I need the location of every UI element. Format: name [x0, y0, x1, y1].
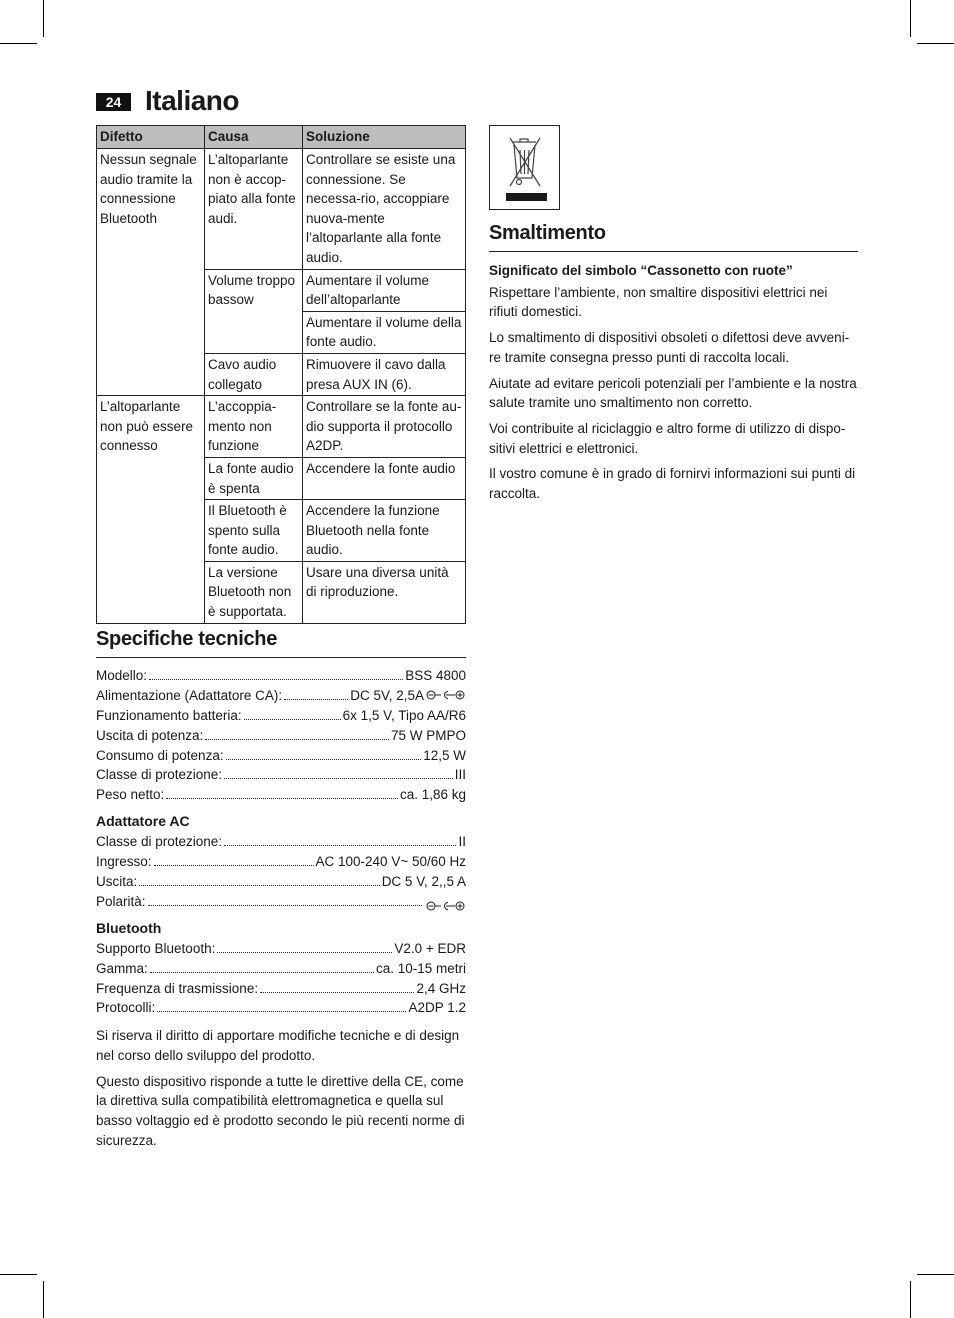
disposal-paragraph: Lo smaltimento di dispositivi obsoleti o difettosi deve avveni-re tramite consegna presso punti di raccolta locali.: [489, 330, 850, 365]
note-modifications: Si riserva il diritto di apportare modifiche tecniche e di design nel corso dello sviluppo del prodotto.: [96, 1028, 460, 1064]
page-number: 24: [96, 93, 131, 111]
spec-label: Frequenza di trasmissione:: [96, 980, 259, 996]
dot-leader: [150, 972, 374, 973]
spec-value: [458, 834, 466, 849]
spec-row: [96, 688, 466, 708]
dot-leader: [244, 719, 341, 720]
dot-leader: [260, 992, 414, 993]
spec-value: [376, 961, 466, 976]
dot-leader: [154, 865, 314, 866]
specs-heading: Specifiche tecniche: [96, 628, 466, 658]
spec-label: Classe di protezione:: [96, 767, 223, 783]
spec-value-text: II: [458, 834, 466, 850]
spec-row: [96, 981, 466, 1001]
dot-leader: [284, 699, 348, 700]
crop-mark: [0, 1274, 37, 1275]
spec-row: [96, 787, 466, 807]
disposal-subtitle: Significato del simbolo “Cassonetto con ruote”: [489, 263, 793, 278]
spec-label: Classe di protezione:: [96, 834, 223, 850]
dot-leader: [157, 1011, 406, 1012]
spec-value: [424, 900, 466, 912]
cause-cell: La fonte audio è spenta: [205, 457, 303, 499]
spec-label: Consumo di potenza:: [96, 747, 224, 763]
dot-leader: [149, 679, 403, 680]
spec-label: Uscita:: [96, 874, 138, 890]
disposal-paragraph: Rispettare l’ambiente, non smaltire dispositivi elettrici nei rifiuti domestici.: [489, 284, 828, 320]
spec-row: [96, 834, 466, 854]
spec-label: Funzionamento batteria:: [96, 707, 242, 723]
spec-label: Supporto Bluetooth:: [96, 940, 216, 956]
solution-cell: Usare una diversa unità di riproduzione.: [303, 561, 466, 623]
spec-row: [96, 767, 466, 787]
disposal-paragraph: Aiutate ad evitare pericoli potenziali per l’ambiente e la nostra salute tramite uno smaltimento non corretto.: [489, 375, 857, 411]
spec-label: Polarità:: [96, 893, 146, 909]
spec-value-text: BSS 4800: [405, 668, 466, 683]
spec-label: Ingresso:: [96, 854, 152, 870]
note-ce-compliance: Questo dispositivo risponde a tutte le direttive della CE, come la direttiva sulla compatibilità elettromagnetica e quella sul basso voltaggio ed è prodotto secondo le più recenti norme di sicurezza.: [96, 1073, 465, 1148]
spec-value-text: 2,4 GHz: [416, 980, 466, 996]
cause-cell: L’accoppia-mento non funzione: [205, 396, 303, 458]
spec-value: [316, 854, 466, 869]
spec-value-text: DC 5 V, 2,,5 A: [381, 874, 466, 890]
solution-cell: Controllare se esiste una connessione. Se necessa-rio, accoppiare nuova-mente l’altoparlante alla fonte audio.: [303, 149, 466, 270]
crossed-out-wheelie-bin-icon: [489, 125, 560, 210]
spec-value: [405, 668, 466, 683]
spec-value: [423, 748, 466, 763]
spec-label: Peso netto:: [96, 787, 165, 803]
dot-leader: [148, 905, 422, 906]
crop-mark: [910, 1281, 911, 1318]
spec-row: [96, 894, 466, 914]
adapter-heading: Adattatore AC: [96, 813, 190, 830]
polarity-symbol-icon: [426, 689, 466, 701]
spec-value: [391, 728, 466, 743]
defect-cell: L’altoparlante non può essere connesso: [97, 396, 205, 624]
spec-value-text: AC 100-240 V~ 50/60 Hz: [315, 854, 466, 870]
spec-label: Protocolli:: [96, 1000, 156, 1016]
spec-value-text: 75 W PMPO: [390, 727, 466, 743]
crop-mark: [917, 43, 954, 44]
spec-value-text: 6x 1,5 V, Tipo AA/R6: [342, 707, 466, 723]
cause-cell: La versione Bluetooth non è supportata.: [205, 561, 303, 623]
solution-cell: Accendere la funzione Bluetooth nella fonte audio.: [303, 500, 466, 562]
spec-label: Uscita di potenza:: [96, 727, 204, 743]
spec-row: [96, 1000, 466, 1020]
dot-leader: [217, 952, 392, 953]
crop-mark: [43, 1281, 44, 1318]
spec-value-text: III: [454, 767, 466, 783]
dot-leader: [166, 798, 398, 799]
crop-mark: [0, 43, 37, 44]
spec-value: [343, 708, 466, 723]
spec-value: [416, 981, 466, 996]
spec-row: [96, 961, 466, 981]
spec-list-main: [96, 668, 466, 807]
dot-leader: [205, 739, 389, 740]
spec-row: [96, 874, 466, 894]
spec-label: Gamma:: [96, 960, 148, 976]
spec-label: Alimentazione (Adattatore CA):: [96, 687, 283, 703]
solution-cell: Aumentare il volume dell’altoparlante: [303, 269, 466, 311]
spec-list-bluetooth: [96, 941, 466, 1021]
column-header-cause: Causa: [205, 126, 303, 149]
spec-value: [408, 1000, 466, 1015]
solution-cell: Rimuovere il cavo dalla presa AUX IN (6).: [303, 353, 466, 395]
dot-leader: [226, 759, 422, 760]
dot-leader: [224, 778, 453, 779]
disposal-paragraph: Il vostro comune è in grado di fornirvi informazioni sui punti di raccolta.: [489, 466, 856, 502]
bluetooth-heading: Bluetooth: [96, 919, 162, 936]
spec-value: [382, 874, 466, 889]
spec-value-text: A2DP 1.2: [408, 1000, 466, 1016]
solution-cell: Controllare se la fonte au-dio supporta il protocollo A2DP.: [303, 396, 466, 458]
spec-row: [96, 668, 466, 688]
spec-value-text: ca. 1,86 kg: [399, 787, 466, 803]
cause-cell: Cavo audio collegato: [205, 353, 303, 395]
spec-value-text: 12,5 W: [423, 747, 466, 763]
spec-row: [96, 728, 466, 748]
crop-mark: [917, 1274, 954, 1275]
disposal-section: [489, 125, 858, 504]
crop-mark: [910, 0, 911, 37]
defect-cell: Nessun segnale audio tramite la connessione Bluetooth: [97, 149, 205, 396]
spec-row: [96, 854, 466, 874]
table-row: [97, 149, 466, 270]
page-title: Italiano: [145, 85, 240, 116]
dot-leader: [139, 885, 379, 886]
spec-value: [394, 941, 466, 956]
spec-list-adapter: [96, 834, 466, 914]
spec-row: [96, 941, 466, 961]
spec-label: Modello:: [96, 668, 148, 683]
troubleshooting-table: [96, 125, 466, 624]
spec-row: [96, 708, 466, 728]
column-header-defect: Difetto: [97, 126, 205, 149]
disposal-heading: Smaltimento: [489, 222, 858, 252]
spec-row: [96, 748, 466, 768]
solution-cell: Aumentare il volume della fonte audio.: [303, 311, 466, 353]
spec-value-text: V2.0 + EDR: [394, 940, 466, 956]
dot-leader: [224, 845, 456, 846]
spec-value: [400, 787, 466, 802]
spec-value: [350, 688, 466, 703]
spec-value-text: ca. 10-15 metri: [375, 960, 466, 976]
cause-cell: L’altoparlante non è accop-piato alla fonte audi.: [205, 149, 303, 270]
disposal-paragraph: Voi contribuite al riciclaggio e altro forme di utilizzo di dispo-sitivi elettrici e elettronici.: [489, 420, 846, 456]
cause-cell: Il Bluetooth è spento sulla fonte audio.: [205, 500, 303, 562]
cause-cell: Volume troppo bassow: [205, 269, 303, 353]
spec-value-text: DC 5V, 2,5A: [350, 687, 424, 703]
column-header-solution: Soluzione: [303, 126, 466, 149]
table-header-row: [97, 126, 466, 149]
technical-specifications: [96, 628, 466, 1151]
table-row: [97, 396, 466, 458]
spec-value: [455, 767, 466, 782]
polarity-symbol-icon: [426, 900, 466, 912]
solution-cell: Accendere la fonte audio: [303, 457, 466, 499]
crop-mark: [43, 0, 44, 37]
